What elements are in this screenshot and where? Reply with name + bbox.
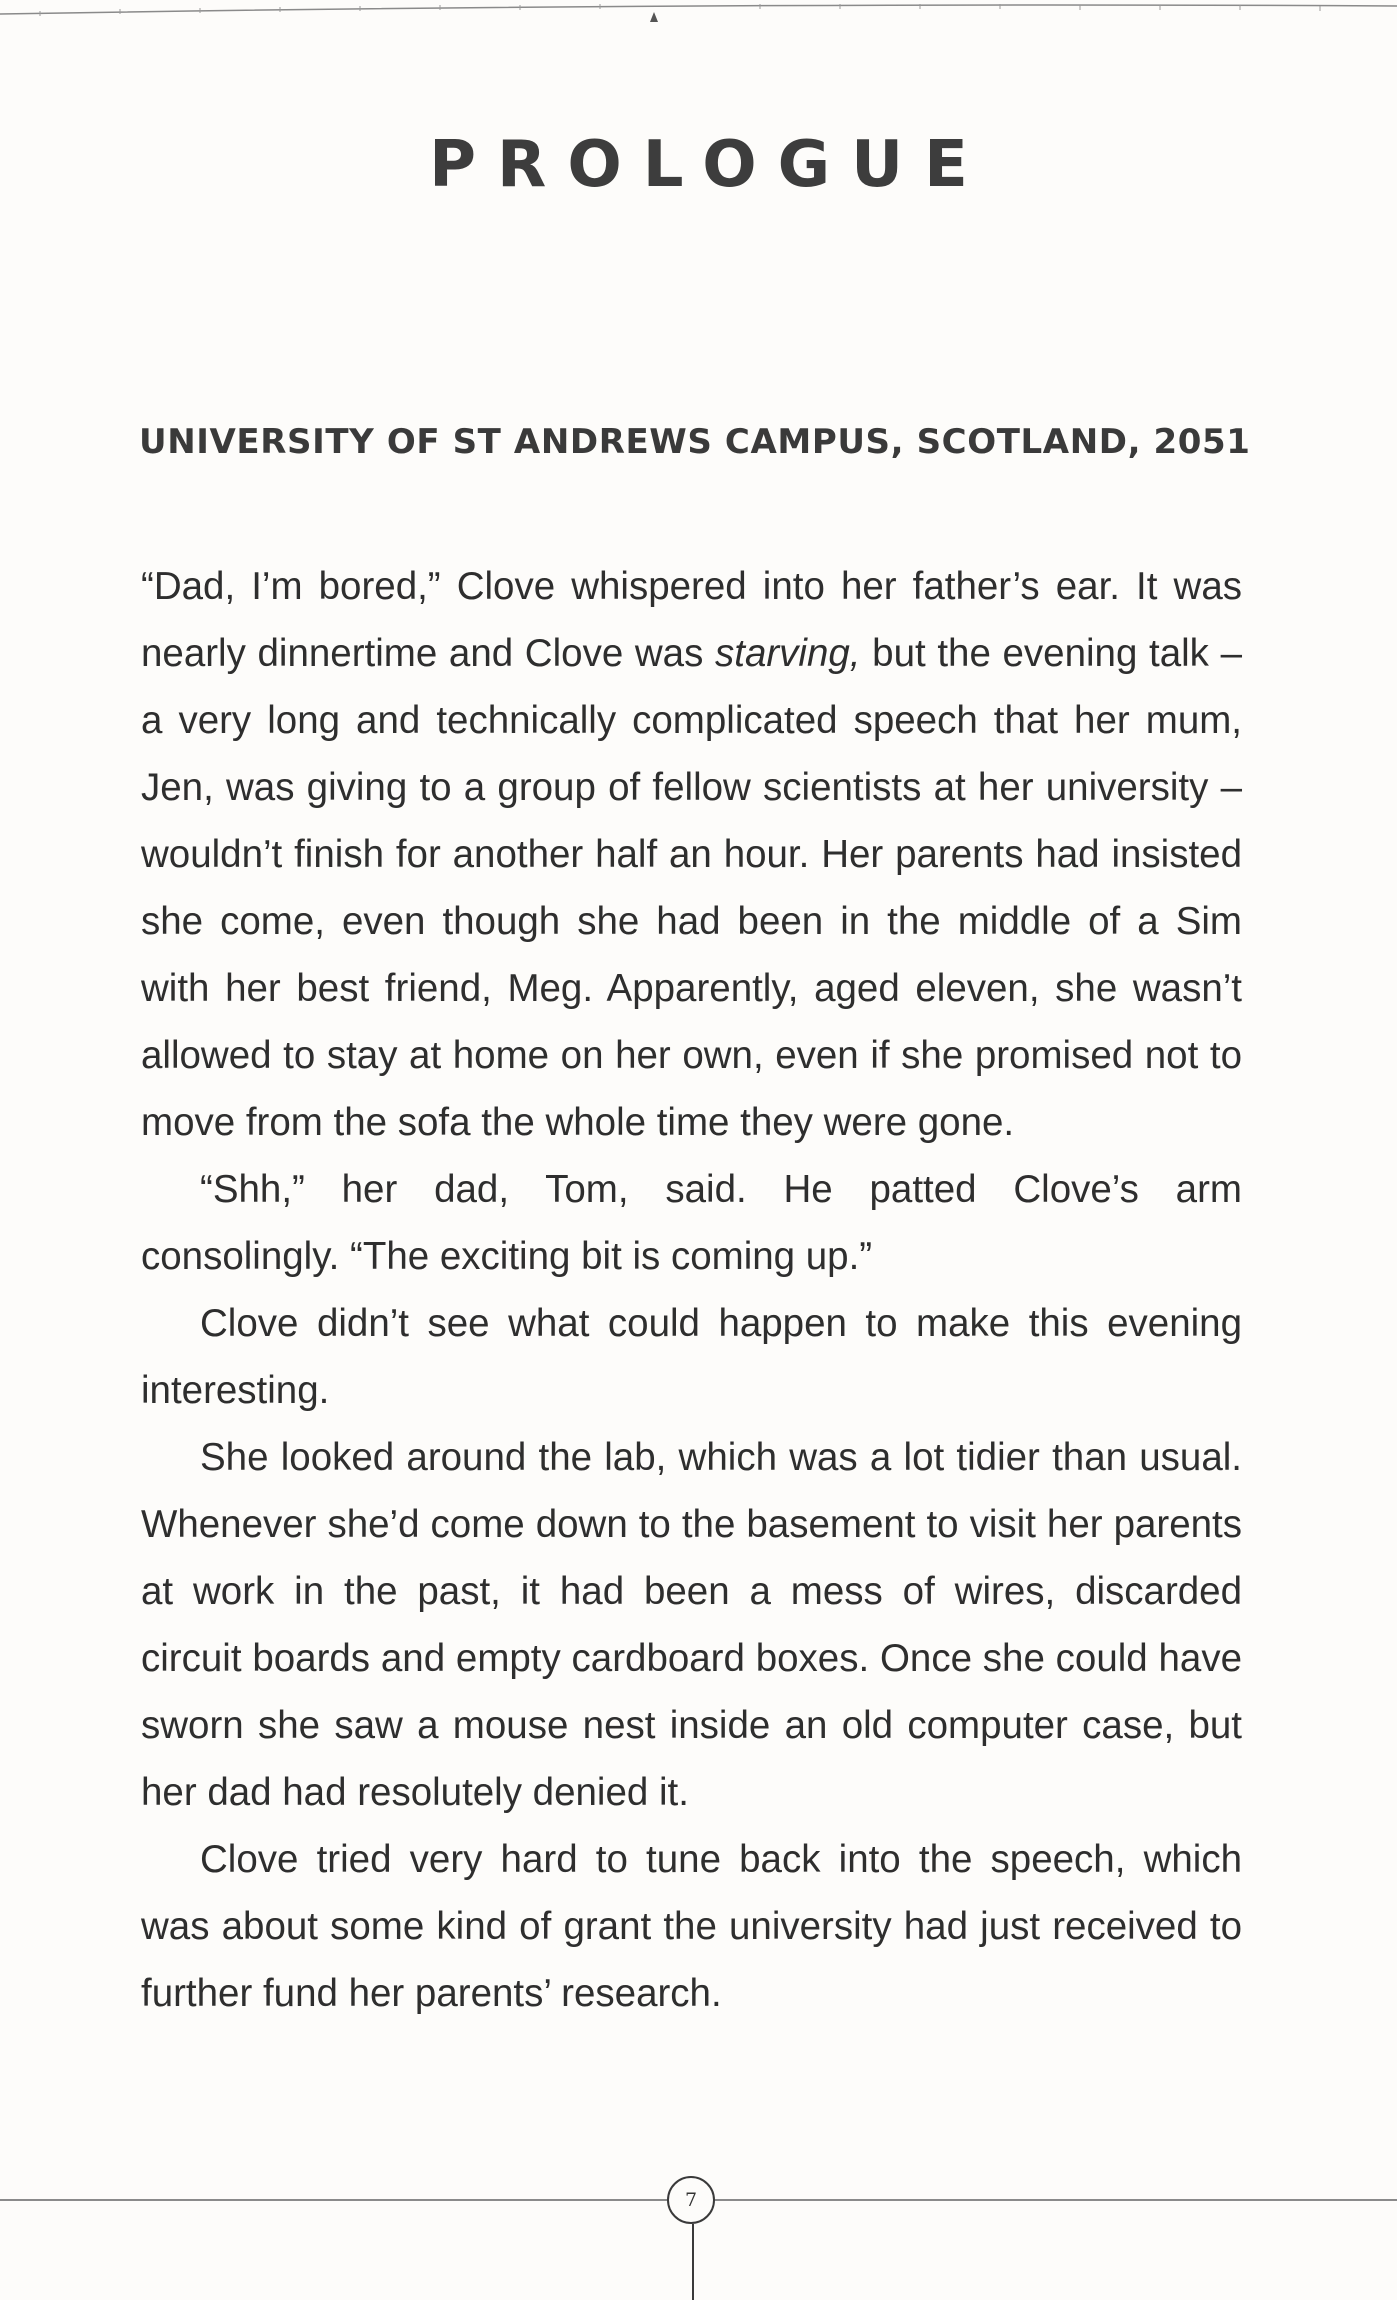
page-number-stem [692, 2224, 694, 2300]
paragraph-2: “Shh,” her dad, Tom, said. He patted Clove’s arm consolingly. “The exciting bit is coming up.” [141, 1168, 1242, 1278]
scanner-ruler-marks [0, 0, 1397, 24]
chapter-title: PROLOGUE [429, 128, 989, 202]
paragraph-4: She looked around the lab, which was a lot tidier than usual. Whenever she’d come down to the basement to visit her parents at work in the past, it had been a mess of wires, discarded circuit boards and empty cardboard boxes. Once she could have sworn she saw a mouse nest inside an old computer case, but her dad had resolutely denied it. [141, 1436, 1242, 1814]
paragraph-3: Clove didn’t see what could happen to make this evening interesting. [141, 1302, 1242, 1412]
paragraph-1 [141, 553, 1242, 1156]
location-heading: UNIVERSITY OF ST ANDREWS CAMPUS, SCOTLAND, 2051 [139, 422, 1251, 462]
paragraph-1-text-before: “Dad, I’m bored,” Clove whispered into her father’s ear. It was nearly dinnertime and Clove was [141, 565, 1242, 675]
paragraph-5: Clove tried very hard to tune back into the speech, which was about some kind of grant the university had just received to further fund her parents’ research. [141, 1838, 1242, 2015]
paragraph-1-text-after: but the evening talk – a very long and technically complicated speech that her mum, Jen, was giving to a group of fellow scientists at her university – wouldn’t finish for another half an hour. Her parents had insisted she come, even though she had been in the middle of a Sim with her best friend, Meg. Apparently, aged eleven, she wasn’t allowed to stay at home on her own, even if she promised not to move from the sofa the whole time they were gone. [141, 632, 1242, 1144]
paragraph-1-emphasis: starving, [715, 632, 861, 675]
body-text [141, 553, 1242, 2027]
page-number: 7 [667, 2176, 715, 2224]
